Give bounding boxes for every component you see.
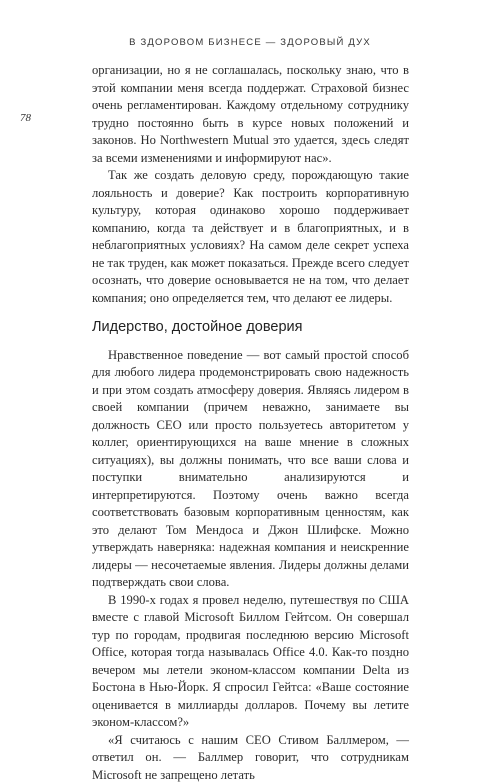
- paragraph: «Я считаюсь с нашим CEO Стивом Баллмером, — ответил он. — Баллмер говорит, что сотрудникам Microsoft не запрещено летать: [92, 732, 409, 784]
- page-number: 78: [20, 112, 31, 124]
- paragraph: Нравственное поведение — вот самый простой способ для любого лидера продемонстрировать свою надежность и при этом создать атмосферу доверия. Являясь лидером в своей компании (причем неважно, занимаете вы должность CEO или просто пользуетесь авторитетом у коллег, ориентирующихся на ваше мнение в сложных ситуациях), вы должны понимать, что все ваши слова и поступки внимательно анализируются и интерпретируются. Поэтому очень важно всегда соответствовать базовым корпоративным ценностям, как это делают Том Мендоса и Джон Шлифске. Можно утверждать наверняка: надежная компания и неискренние лидеры — несочетаемые явления. Лидеры должны делами подтверждать свои слова.: [92, 347, 409, 592]
- paragraph: В 1990-х годах я провел неделю, путешествуя по США вместе с главой Microsoft Биллом Гейтсом. Он совершал тур по городам, продвигая последнюю версию Microsoft Office, которая тогда называлась Office 4.0. Как-то поздно вечером мы летели эконом-классом компании Delta из Бостона в Нью-Йорк. Я спросил Гейтса: «Ваше состояние оценивается в миллиарды долларов. Почему вы летите эконом-классом?»: [92, 592, 409, 732]
- paragraph: Так же создать деловую среду, порождающую такие лояльность и доверие? Как построить корпоративную культуру, которая одинаково хорошо поддерживает компанию, когда та действует и в благоприятных, и в неблагоприятных условиях? На самом деле секрет успеха не так труден, как может показаться. Прежде всего следует осознать, что доверие основывается не на том, что делает компания; оно определяется тем, что делают ее лидеры.: [92, 167, 409, 307]
- running-head: В ЗДОРОВОМ БИЗНЕСЕ — ЗДОРОВЫЙ ДУХ: [0, 37, 500, 48]
- paragraph: организации, но я не соглашалась, поскольку знаю, что в этой компании меня всегда поддержат. Страховой бизнес очень регламентирован. Каждому отдельному сотруднику трудно постоянно быть в курсе новых положений и законов. Но Northwestern Mutual это удается, здесь следят за всеми изменениями и информируют нас».: [92, 62, 409, 167]
- section-heading: Лидерство, достойное доверия: [92, 319, 409, 337]
- body-text: [92, 62, 409, 784]
